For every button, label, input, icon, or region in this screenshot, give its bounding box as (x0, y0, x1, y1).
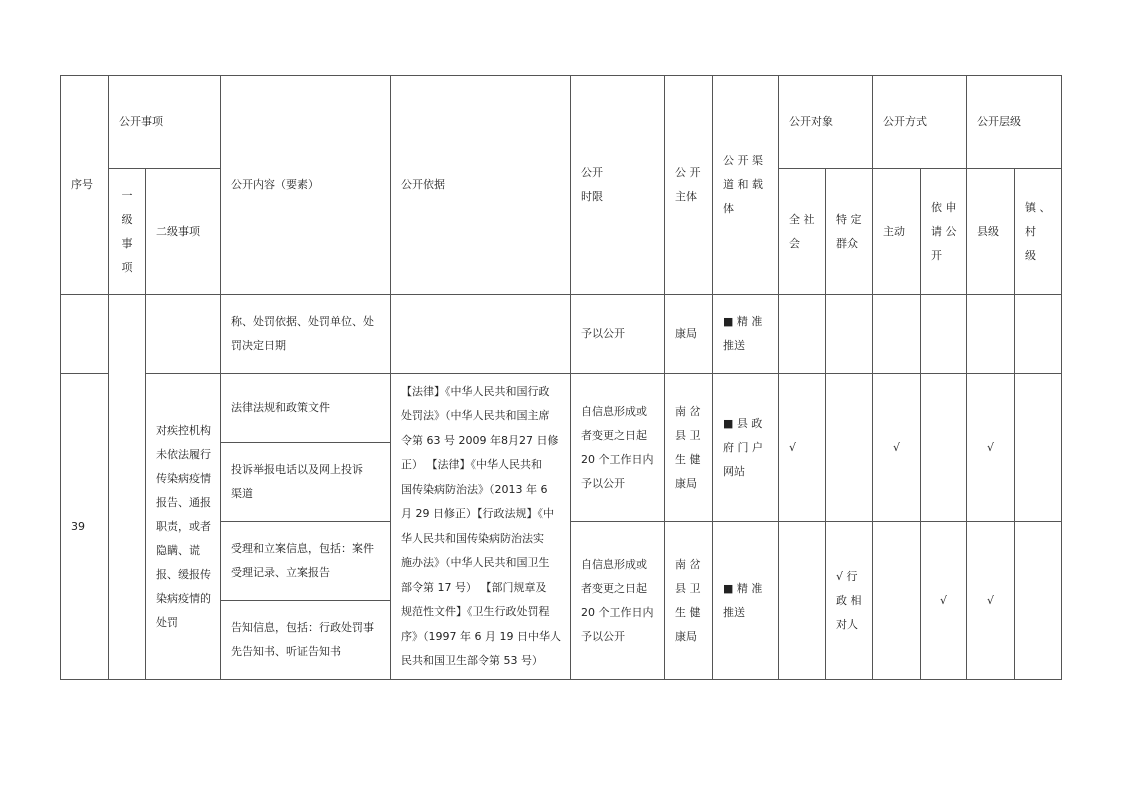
header-object-group: 公开对象 (779, 76, 873, 169)
header-time-limit: 公开 时限 (571, 76, 665, 295)
header-row-1 (61, 76, 1062, 169)
row39-content-4: 告知信息，包括：行政处罚事 先告知书、听证告知书 (221, 601, 391, 680)
row39-a-channel: ■ 县 政 府 门 户 网站 (713, 374, 779, 522)
cont-object-specific (826, 295, 873, 374)
row39-content-2: 投诉举报电话以及网上投诉 渠道 (221, 443, 391, 522)
header-level-county: 县级 (967, 169, 1015, 295)
cont-object-all (779, 295, 826, 374)
header-item-group: 公开事项 (109, 76, 221, 169)
row39-level1 (109, 295, 146, 680)
row39-b-level-town (1015, 522, 1062, 680)
header-object-specific: 特 定 群众 (826, 169, 873, 295)
row39-level2: 对疾控机构 未依法履行 传染病疫情 报告、通报 职责，或者 隐瞒、谎 报、缓报传 染病疫情的 处罚 (146, 374, 221, 680)
row39-subrow-1 (61, 374, 1062, 443)
disclosure-table (60, 75, 1062, 680)
row39-content-1: 法律法规和政策文件 (221, 374, 391, 443)
header-level-group: 公开层级 (967, 76, 1062, 169)
row39-a-object-all: √ (779, 374, 826, 522)
row39-a-method-apply (921, 374, 967, 522)
row39-b-level-county: √ (967, 522, 1015, 680)
cont-method-apply (921, 295, 967, 374)
header-basis: 公开依据 (391, 76, 571, 295)
cont-level-town (1015, 295, 1062, 374)
row39-b-channel: ■ 精 准 推送 (713, 522, 779, 680)
cont-seq (61, 295, 109, 374)
header-method-active: 主动 (873, 169, 921, 295)
header-level1: 一 级 事 项 (109, 169, 146, 295)
header-method-group: 公开方式 (873, 76, 967, 169)
row39-b-object-specific: √ 行 政 相 对人 (826, 522, 873, 680)
row39-seq: 39 (61, 374, 109, 680)
header-level2: 二级事项 (146, 169, 221, 295)
row39-b-object-all (779, 522, 826, 680)
header-method-apply: 依 申 请 公 开 (921, 169, 967, 295)
row39-b-method-apply: √ (921, 522, 967, 680)
cont-subject: 康局 (665, 295, 713, 374)
row39-content-3: 受理和立案信息，包括：案件 受理记录、立案报告 (221, 522, 391, 601)
cont-channel: ■ 精 准 推送 (713, 295, 779, 374)
row39-a-object-specific (826, 374, 873, 522)
cont-basis (391, 295, 571, 374)
cont-level2 (146, 295, 221, 374)
header-object-all: 全 社 会 (779, 169, 826, 295)
row39-b-method-active (873, 522, 921, 680)
header-subject: 公 开 主体 (665, 76, 713, 295)
header-channel: 公 开 渠 道 和 载 体 (713, 76, 779, 295)
row39-a-level-county: √ (967, 374, 1015, 522)
cont-level-county (967, 295, 1015, 374)
row39-a-subject: 南 岔 县 卫 生 健 康局 (665, 374, 713, 522)
header-content: 公开内容（要素） (221, 76, 391, 295)
header-seq: 序号 (61, 76, 109, 295)
row39-a-time-limit: 自信息形成或 者变更之日起 20 个工作日内 予以公开 (571, 374, 665, 522)
row39-b-subject: 南 岔 县 卫 生 健 康局 (665, 522, 713, 680)
row39-b-time-limit: 自信息形成或 者变更之日起 20 个工作日内 予以公开 (571, 522, 665, 680)
cont-content: 称、处罚依据、处罚单位、处 罚决定日期 (221, 295, 391, 374)
cont-time-limit: 予以公开 (571, 295, 665, 374)
continuation-row (61, 295, 1062, 374)
row39-a-level-town (1015, 374, 1062, 522)
row39-a-method-active: √ (873, 374, 921, 522)
cont-method-active (873, 295, 921, 374)
row39-basis: 【法律】《中华人民共和国行政 处罚法》（中华人民共和国主席 令第 63 号 2009 年8月27 日修 正） 【法律】《中华人民共和 国传染病防治法》（2013 年 6 月 29 日修正）【行政法规】《中 华人民共和国传染病防治法实 施办法》（中华人民共和国卫生 部令第 17 号） 【部门规章及 规范性文件】《卫生行政处罚程 序》（1997 年 6 月 19 日中华人 民共和国卫生部令第 53 号） (391, 374, 571, 680)
header-level-town: 镇 、 村 级 (1015, 169, 1062, 295)
